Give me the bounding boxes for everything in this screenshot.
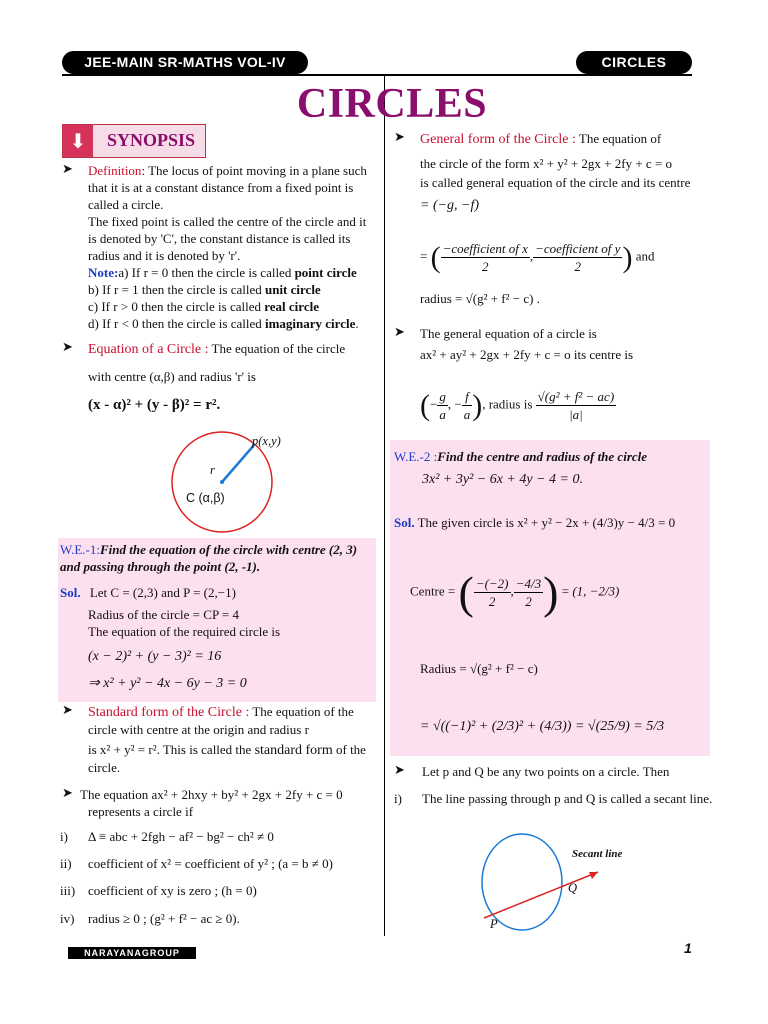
down-arrow-icon: ⬇ — [63, 125, 93, 157]
bullet-arrow-icon: ➤ — [62, 703, 73, 718]
solution-1-line-3: The equation of the required circle is — [88, 624, 281, 639]
centre-numerator-y: −coefficient of y — [535, 241, 621, 256]
figure-radius-label: r — [210, 463, 215, 477]
centre-value-x: −(−2) — [475, 576, 509, 591]
standard-form-text-2: is x² + y² = r². This is called the — [88, 742, 255, 757]
definition-heading: Definition — [88, 163, 142, 178]
note-heading: Note: — [88, 265, 119, 280]
bullet-arrow-icon: ➤ — [394, 763, 405, 778]
example-1-heading: W.E.-1: — [60, 542, 100, 557]
general-condition-block — [80, 786, 380, 820]
solution-1-line-1: Let C = (2,3) and P = (2,−1) — [89, 585, 236, 600]
condition-iii: coefficient of xy is zero ; (h = 0) — [88, 883, 257, 898]
solution-1-line-2: Radius of the circle = CP = 4 — [88, 607, 240, 622]
standard-form-text-1: The equation of the circle with centre at the origin and radius r — [88, 704, 354, 737]
general-form-heading: General form of the Circle : — [420, 132, 576, 147]
solution-1-heading: Sol. — [60, 585, 81, 600]
general-form-centre-fraction: = ( $\frac{\text{−coefficient of x}}{2}$ , $\frac{\text{−coefficient of y}}{2}$ ) and — [420, 241, 655, 274]
bullet-arrow-icon: ➤ — [394, 130, 405, 145]
example-1 — [60, 541, 376, 575]
centre-g: g — [439, 389, 446, 404]
bullet-arrow-icon: ➤ — [62, 340, 73, 355]
solution-2-heading: Sol. — [394, 515, 415, 530]
example-2-question: Find the centre and radius of the circle — [437, 449, 648, 464]
condition-i: Δ ≡ abc + 2fgh − af² − bg² − ch² ≠ 0 — [88, 829, 274, 844]
header-rule — [62, 74, 692, 76]
centre-a-1: a — [439, 407, 446, 422]
page-title: CIRCLES — [296, 81, 488, 127]
condition-iii-label: iii) — [60, 883, 76, 898]
synopsis-banner — [62, 124, 206, 158]
note-a: a) If r = 0 then the circle is called — [118, 265, 295, 280]
bullet-arrow-icon: ➤ — [394, 325, 405, 340]
condition-iv-label: iv) — [60, 911, 75, 926]
general-equation-block — [420, 325, 714, 363]
example-2 — [394, 448, 708, 488]
and-text: and — [635, 248, 655, 264]
bullet-arrow-icon: ➤ — [62, 786, 73, 801]
general-form-text-2: the circle of the form x² + y² + 2gx + 2fy + c = o — [420, 156, 673, 171]
standard-form-heading: Standard form of the Circle : — [88, 705, 250, 720]
note-c-bold: real circle — [264, 299, 319, 314]
example-1-question: Find the equation of the circle with centre (2, 3) and passing through the point (2, -1). — [60, 542, 358, 574]
centre-numerator-x: −coefficient of x — [442, 241, 528, 256]
radius-denominator: |a| — [569, 407, 583, 422]
figure-point-label: p(x,y) — [252, 434, 281, 448]
general-condition-text-2: represents a circle if — [88, 804, 194, 819]
solution-1-line-4: (x − 2)² + (y − 3)² = 16 — [88, 649, 222, 664]
centre-label: Centre = — [410, 583, 456, 599]
example-2-equation: 3x² + 3y² − 6x + 4y − 4 = 0. — [422, 472, 583, 487]
general-form-text-3: is called general equation of the circle and its centre — [420, 175, 691, 190]
condition-i-label: i) — [60, 829, 68, 844]
secant-point-q: Q — [568, 881, 578, 895]
secant-intro: Let p and Q be any two points on a circle. Then — [422, 764, 670, 779]
radius-is-text: , radius is — [482, 396, 533, 412]
circle-figure — [150, 430, 310, 540]
note-b: b) If r = 1 then the circle is called — [88, 282, 265, 297]
secant-line-label: Secant line — [572, 848, 623, 860]
secant-item-label: i) — [394, 791, 402, 806]
general-equation-centre: (− $\frac{g}{a}$ , − $\frac{f}{a}$ ), radius is $\frac{\text{√(g² + f² − ac)}}{|a|}$ — [420, 389, 615, 422]
equation-text-2: with centre (α,β) and radius 'r' is — [88, 369, 256, 384]
centre-value-y: −4/3 — [515, 576, 542, 591]
definition-text: : The locus of point moving in a plane such that it is at a constant distance from a fixed point is called a circle. — [88, 163, 367, 212]
centre-value-den-x: 2 — [488, 594, 496, 609]
solution-2-line-1: The given circle is x² + y² − 2x + (4/3)y − 4/3 = 0 — [417, 515, 676, 530]
footer-publisher: NARAYANAGROUP — [68, 947, 196, 959]
centre-a-2: a — [463, 407, 471, 422]
centre-f: f — [462, 388, 473, 406]
note-d: d) If r < 0 then the circle is called — [88, 316, 265, 331]
bullet-arrow-icon: ➤ — [62, 162, 73, 177]
radius-numerator: √(g² + f² − ac) — [537, 389, 615, 404]
standard-form-text-4: of the circle. — [88, 742, 366, 775]
column-divider — [384, 76, 385, 936]
note-a-bold: point circle — [294, 265, 357, 280]
secant-definition: The line passing through p and Q is called a secant line. — [422, 791, 713, 806]
header-chapter-label: CIRCLES — [576, 51, 692, 74]
general-form-text-1: The equation of — [575, 131, 662, 146]
example-2-heading: W.E.-2 : — [394, 449, 438, 464]
general-condition-text-1: The equation ax² + 2hxy + by² + 2gx + 2fy + c = 0 — [80, 787, 343, 802]
centre-result: (1, −2/3) — [572, 583, 620, 599]
solution-2 — [394, 514, 708, 531]
secant-point-p: P — [490, 917, 498, 931]
centre-denominator-y: 2 — [574, 259, 582, 274]
equation-formula: (x - α)² + (y - β)² = r². — [88, 397, 221, 413]
general-equation-text-1: The general equation of a circle is — [420, 326, 597, 341]
standard-form-text-3: standard form — [254, 743, 333, 758]
definition-block: Definition: The locus of point moving in a plane such that it is at a constant distance from a fixed point is called a circle. The fixed point is called the centre of the circle and it is denoted by 'C', the constant distance is called its radius and it is denoted by 'r'. Note:a) If r = 0 then the circle is called point circle b) If r = 1 then the circle is called unit circle c) If r > 0 then the circle is called real circle d) If r < 0 then the circle is called imaginary circle. — [88, 162, 378, 332]
solution-2-centre: Centre = ( $\frac{-(-2)}{2}$ , $\frac{-4/3}{2}$ ) = (1, −2/3) — [410, 567, 620, 618]
condition-ii: coefficient of x² = coefficient of y² ; (a = b ≠ 0) — [88, 856, 333, 871]
synopsis-label: SYNOPSIS — [107, 130, 196, 150]
standard-form-block — [88, 703, 378, 776]
note-c: c) If r > 0 then the circle is called — [88, 299, 265, 314]
general-form-radius: radius = √(g² + f² − c) . — [420, 291, 540, 306]
condition-ii-label: ii) — [60, 856, 72, 871]
centre-value-den-y: 2 — [525, 594, 532, 609]
solution-1-line-5: ⇒ x² + y² − 4x − 6y − 3 = 0 — [88, 676, 247, 691]
figure-centre-label: C (α,β) — [186, 491, 225, 505]
definition-text-2: The fixed point is called the centre of the circle and it is denoted by 'C', the constant distance is called its radius and it is denoted by 'r'. — [88, 214, 367, 263]
centre-denominator-x: 2 — [481, 259, 489, 274]
page-number: 1 — [684, 940, 692, 956]
solution-1 — [60, 584, 376, 692]
header-volume-label: JEE-MAIN SR-MATHS VOL-IV — [62, 51, 308, 74]
solution-2-radius-formula: Radius = √(g² + f² − c) — [420, 661, 538, 676]
note-b-bold: unit circle — [264, 282, 321, 297]
condition-iv: radius ≥ 0 ; (g² + f² − ac ≥ 0). — [88, 911, 240, 926]
general-equation-text-2: ax² + ay² + 2gx + 2fy + c = o its centre is — [420, 347, 634, 362]
general-form-block — [420, 130, 714, 214]
note-d-bold: imaginary circle — [264, 316, 356, 331]
general-form-centre: = (−g, −f) — [420, 198, 480, 213]
equation-text-1: The equation of the circle — [208, 341, 346, 356]
equation-heading: Equation of a Circle : — [88, 342, 209, 357]
solution-2-radius-calculation: = √((−1)² + (2/3)² + (4/3)) = √(25/9) = 5/3 — [420, 719, 665, 734]
equation-block — [88, 340, 380, 414]
